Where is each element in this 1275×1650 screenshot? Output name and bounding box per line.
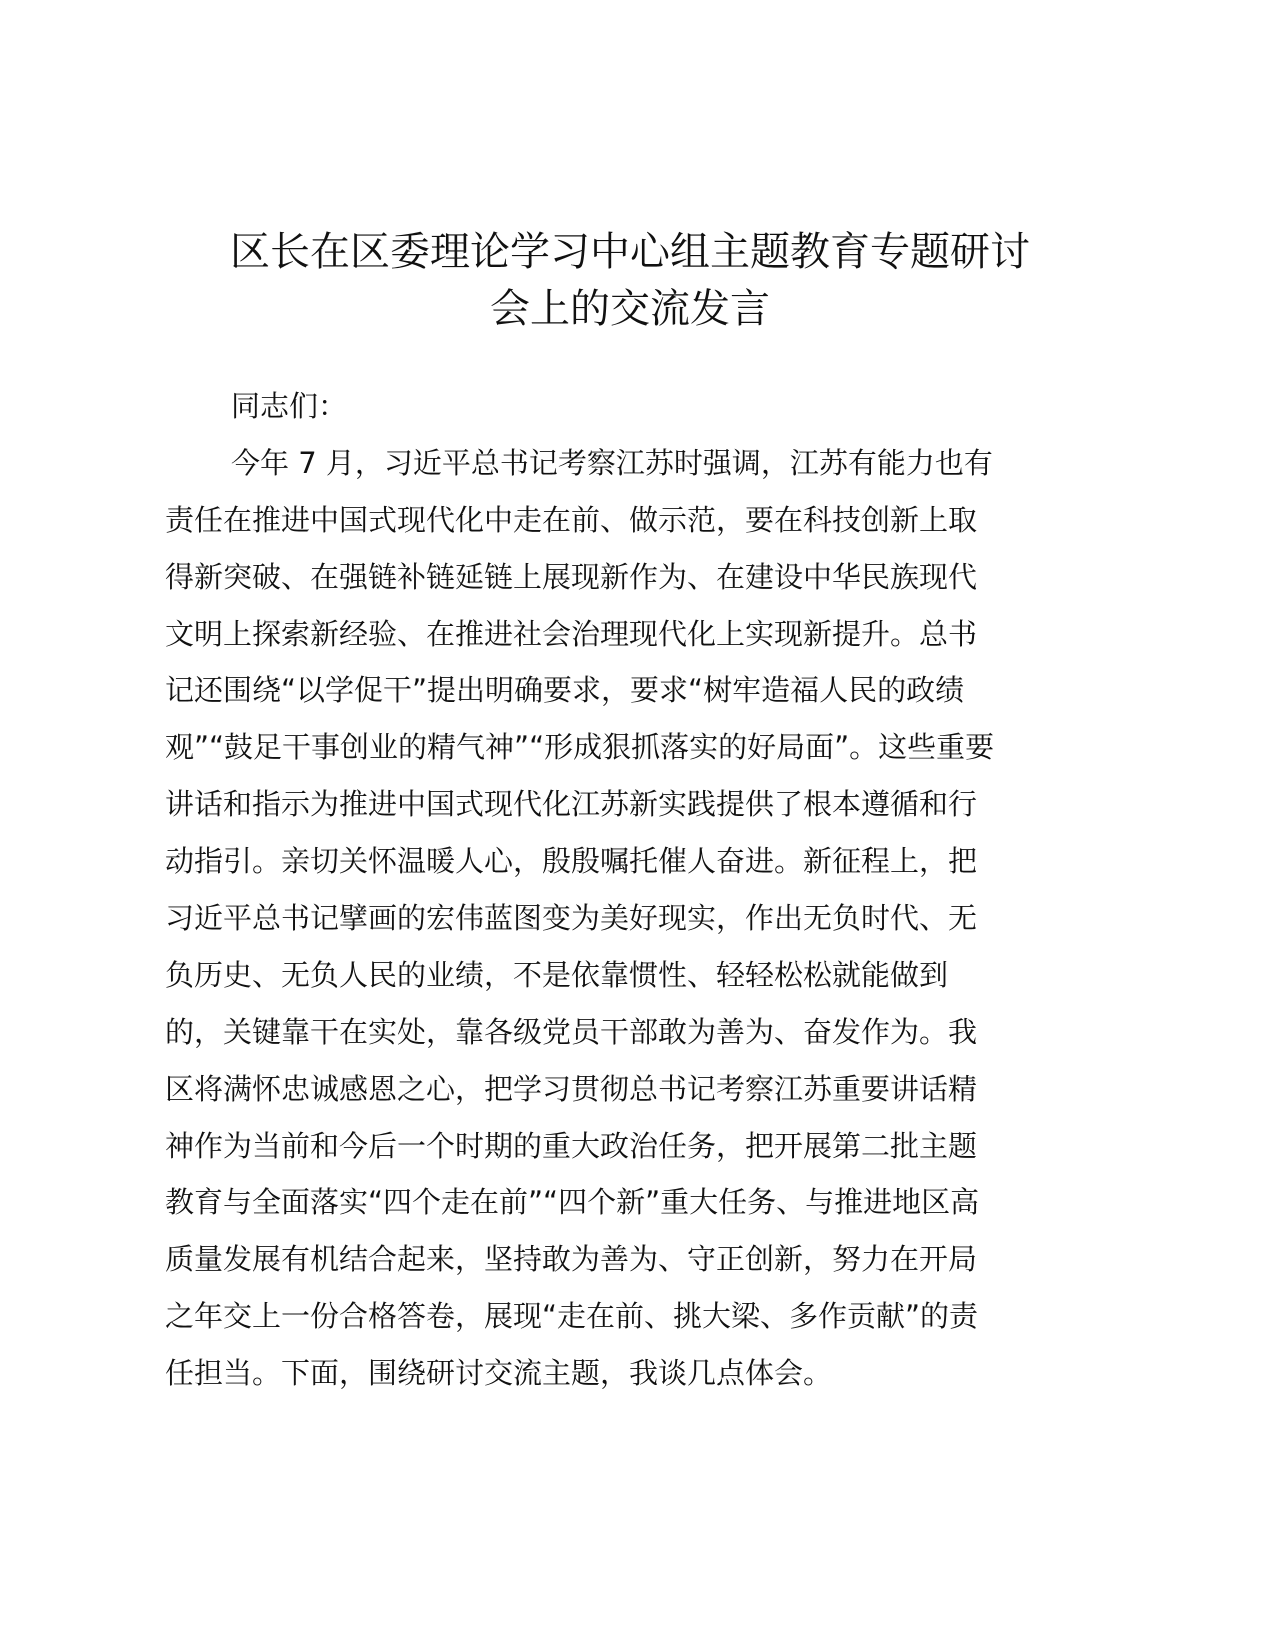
paragraph-line: 之年交上一份合格答卷，展现“走在前、挑大梁、多作贡献”的责 (165, 1299, 979, 1334)
paragraph-line: 责任在推进中国式现代化中走在前、做示范，要在科技创新上取 (165, 502, 978, 537)
paragraph-line: 文明上探索新经验、在推进社会治理现代化上实现新提升。总书 (165, 616, 978, 651)
paragraph-line: 负历史、无负人民的业绩，不是依靠惯性、轻轻松松就能做到 (165, 957, 949, 992)
paragraph-line: 神作为当前和今后一个时期的重大政治任务，把开展第二批主题 (165, 1128, 978, 1163)
document-title (160, 224, 1100, 338)
paragraph-line: 任担当。下面，围绕研讨交流主题，我谈几点体会。 (165, 1356, 833, 1391)
title-line-1: 区长在区委理论学习中心组主题教育专题研讨 (230, 229, 1030, 275)
paragraph-line: 讲话和指示为推进中国式现代化江苏新实践提供了根本遵循和行 (165, 787, 978, 822)
title-line-2: 会上的交流发言 (490, 286, 770, 332)
paragraph-line: 今年 7 月，习近平总书记考察江苏时强调，江苏有能力也有 (231, 445, 993, 480)
paragraph-line: 观”“鼓足干事创业的精气神”“形成狠抓落实的好局面”。这些重要 (165, 730, 995, 765)
paragraph-line: 教育与全面落实“四个走在前”“四个新”重大任务、与推进地区高 (165, 1185, 980, 1220)
paragraph-line: 的，关键靠干在实处，靠各级党员干部敢为善为、奋发作为。我 (165, 1014, 978, 1049)
paragraph-line: 记还围绕“以学促干”提出明确要求，要求“树牢造福人民的政绩 (165, 673, 965, 708)
salutation: 同志们： (231, 389, 348, 423)
paragraph-line: 动指引。亲切关怀温暖人心，殷殷嘱托催人奋进。新征程上，把 (165, 844, 978, 879)
paragraph-line: 质量发展有机结合起来，坚持敢为善为、守正创新，努力在开局 (165, 1242, 978, 1277)
paragraph-line: 习近平总书记擘画的宏伟蓝图变为美好现实，作出无负时代、无 (165, 901, 978, 936)
document-body (165, 378, 1125, 1402)
paragraph-line: 得新突破、在强链补链延链上展现新作为、在建设中华民族现代 (165, 559, 978, 594)
paragraph-line: 区将满怀忠诚感恩之心，把学习贯彻总书记考察江苏重要讲话精 (165, 1071, 978, 1106)
